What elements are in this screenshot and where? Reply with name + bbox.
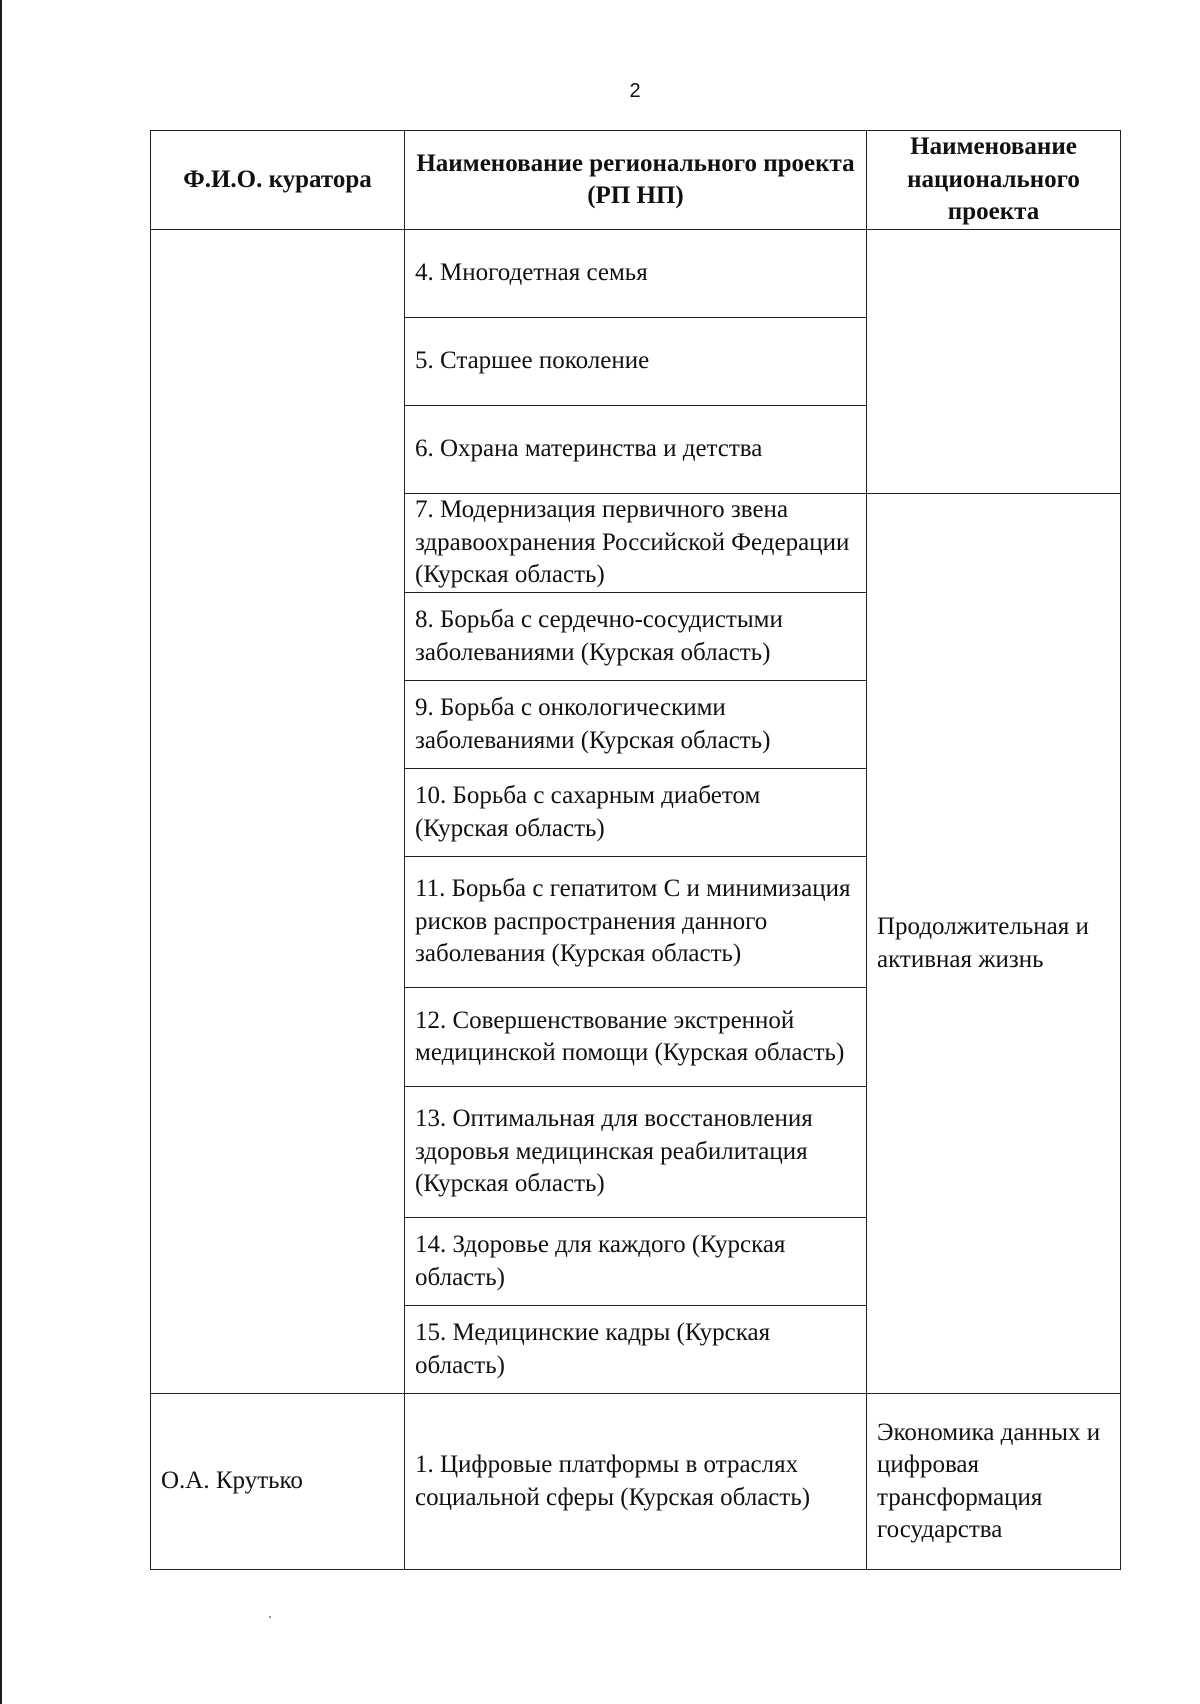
scan-left-edge [0, 0, 2, 1704]
regional-project-cell: 6. Охрана материнства и детства [405, 406, 867, 494]
regional-project-cell: 14. Здоровье для каждого (Курская область) [405, 1218, 867, 1306]
national-project-cell-empty [867, 230, 1121, 494]
regional-project-cell: 11. Борьба с гепатитом С и минимизация рисков распространения данного заболевания (Курская область) [405, 857, 867, 988]
header-curator: Ф.И.О. куратора [151, 131, 405, 230]
regional-project-cell: 7. Модернизация первичного звена здравоохранения Российской Федерации (Курская область) [405, 494, 867, 593]
regional-project-cell: 1. Цифровые платформы в отраслях социальной сферы (Курская область) [405, 1394, 867, 1570]
regional-project-cell: 5. Старшее поколение [405, 318, 867, 406]
regional-project-cell: 8. Борьба с сердечно-сосудистыми заболеваниями (Курская область) [405, 593, 867, 681]
curators-table [150, 130, 1121, 1570]
curator-cell-empty [151, 230, 405, 1394]
scan-speck [269, 1616, 271, 1618]
table-row [151, 1394, 1121, 1570]
table-header-row [151, 131, 1121, 230]
table-row [151, 230, 1121, 318]
national-project-cell: Экономика данных и цифровая трансформация государства [867, 1394, 1121, 1570]
regional-project-cell: 4. Многодетная семья [405, 230, 867, 318]
regional-project-cell: 13. Оптимальная для восстановления здоровья медицинская реабилитация (Курская область) [405, 1087, 867, 1218]
regional-project-cell: 12. Совершенствование экстренной медицинской помощи (Курская область) [405, 988, 867, 1087]
regional-project-cell: 9. Борьба с онкологическими заболеваниями (Курская область) [405, 681, 867, 769]
header-regional-project: Наименование регионального проекта (РП НП) [405, 131, 867, 230]
curator-cell: О.А. Крутько [151, 1394, 405, 1570]
regional-project-cell: 15. Медицинские кадры (Курская область) [405, 1306, 867, 1394]
header-national-project: Наименование национального проекта [867, 131, 1121, 230]
regional-project-cell: 10. Борьба с сахарным диабетом (Курская область) [405, 769, 867, 857]
national-project-cell: Продолжительная и активная жизнь [867, 494, 1121, 1394]
page-number: 2 [629, 80, 641, 102]
